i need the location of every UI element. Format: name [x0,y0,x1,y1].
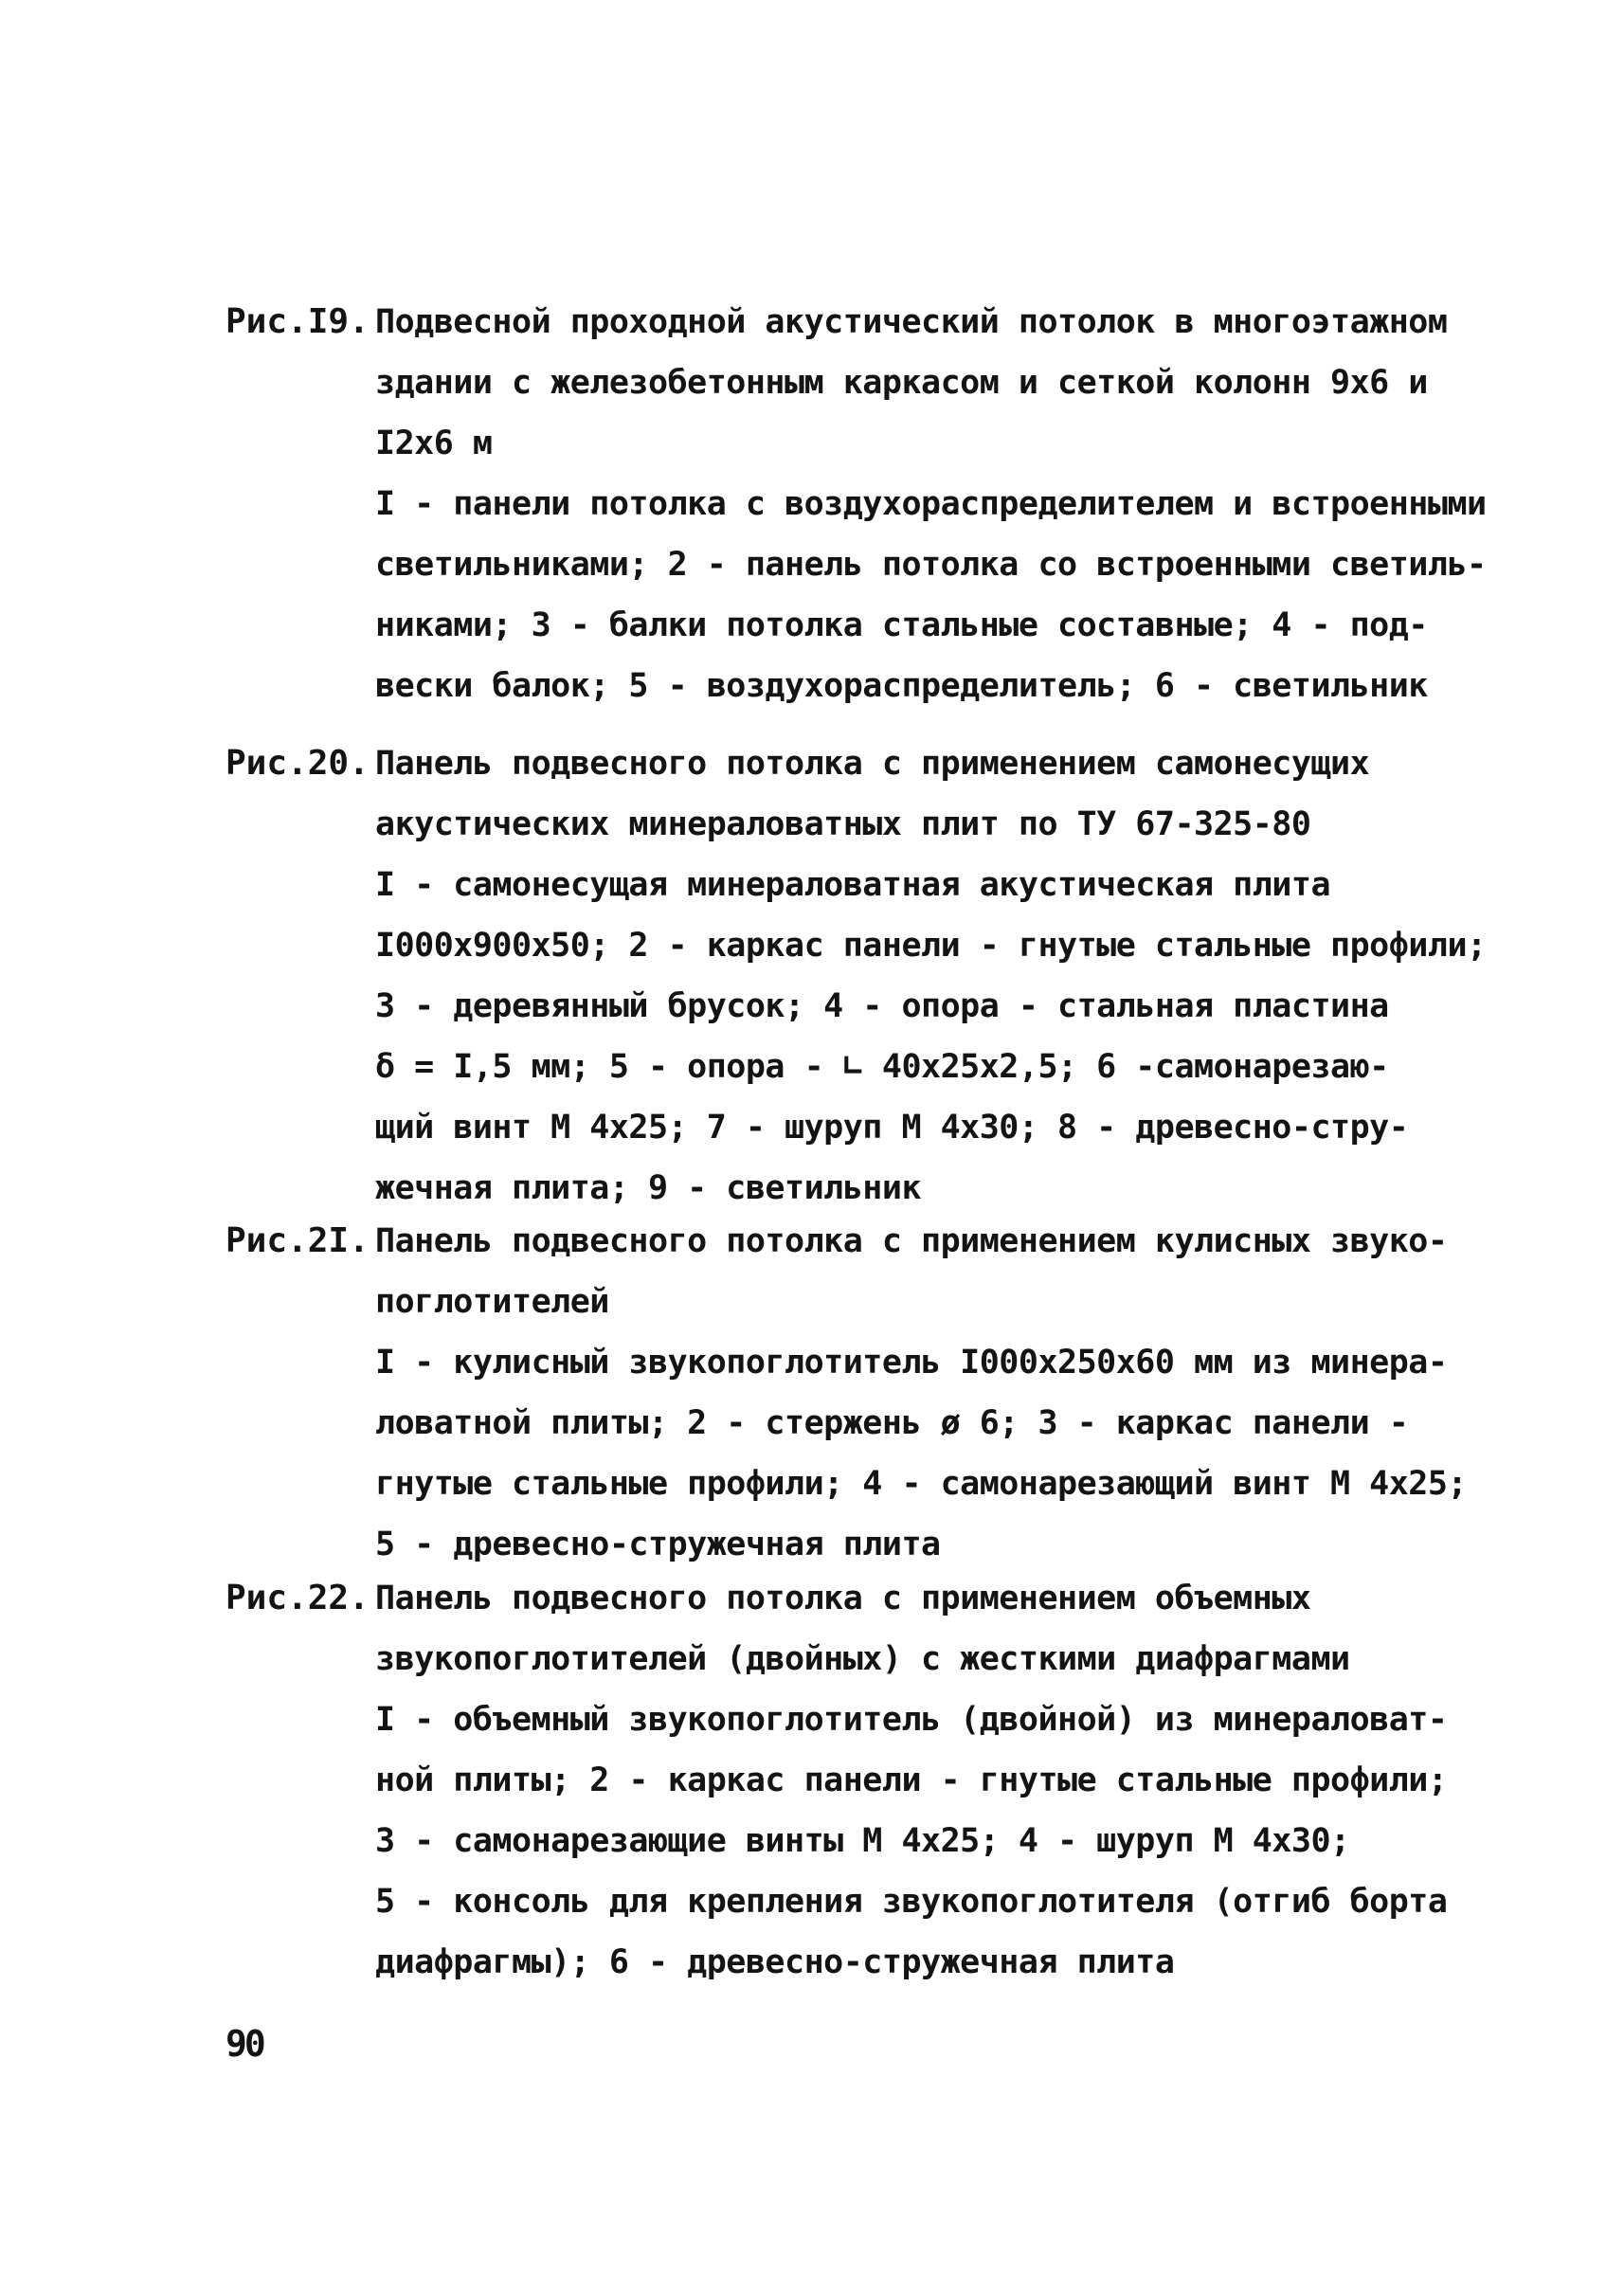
caption-line: здании с железобетонным каркасом и сеткой колонн 9х6 и [375,364,1428,402]
caption-line: 5 - древесно-стружечная плита [375,1526,941,1563]
caption-line: I - кулисный звукопоглотитель I000х250х60 мм из минера- [375,1344,1448,1382]
caption-line: звукопоглотителей (двойных) с жесткими диафрагмами [375,1640,1350,1678]
caption-line: I - панели потолка с воздухораспределителем и встроенными [375,485,1487,523]
caption-line: ловатной плиты; 2 - стержень ø 6; 3 - каркас панели - [375,1404,1409,1442]
caption-line: ной плиты; 2 - каркас панели - гнутые стальные профили; [375,1761,1448,1799]
caption-line: гнутые стальные профили; 4 - самонарезающий винт М 4х25; [375,1465,1468,1503]
figure-label: Рис.2I. [226,1221,370,1260]
caption-line: Панель подвесного потолка с применением кулисных звуко- [375,1222,1448,1260]
caption-line: I2х6 м [375,424,493,462]
caption-line: поглотителей [375,1283,609,1321]
caption-text [375,733,1487,1219]
caption-line: I - самонесущая минераловатная акустическая плита [375,866,1331,904]
caption-line: I - объемный звукопоглотитель (двойной) из минераловат- [375,1701,1448,1739]
caption-line: жечная плита; 9 - светильник [375,1169,922,1207]
caption-line: щий винт М 4х25; 7 - шуруп М 4х30; 8 - древесно-стру- [375,1109,1409,1147]
caption-line: I000х900х50; 2 - каркас панели - гнутые стальные профили; [375,927,1487,965]
caption-line: 5 - консоль для крепления звукопоглотителя (отгиб борта [375,1883,1448,1921]
caption-text [375,292,1487,716]
caption-line: никами; 3 - балки потолка стальные составные; 4 - под- [375,606,1428,644]
page-number: 90 [226,2023,263,2065]
caption-line: диафрагмы); 6 - древесно-стружечная плита [375,1943,1175,1981]
caption-line: Панель подвесного потолка с применением объемных [375,1580,1311,1617]
caption-text [375,1211,1474,1575]
figure-label: Рис.20. [226,744,370,783]
caption-line: Подвесной проходной акустический потолок в многоэтажном [375,303,1448,341]
caption-line: акустических минераловатных плит по ТУ 67-325-80 [375,805,1311,843]
caption-line: δ = I,5 мм; 5 - опора - ∟ 40х25х2,5; 6 -самонарезаю- [375,1048,1389,1086]
figure-label: Рис.I9. [226,302,370,341]
caption-text [375,1568,1474,1993]
figure-label: Рис.22. [226,1579,370,1617]
caption-line: вески балок; 5 - воздухораспределитель; 6 - светильник [375,667,1428,705]
caption-line: светильниками; 2 - панель потолка со встроенными светиль- [375,546,1487,584]
caption-line: 3 - самонарезающие винты М 4х25; 4 - шуруп М 4х30; [375,1822,1350,1860]
caption-line: Панель подвесного потолка с применением самонесущих [375,745,1370,783]
caption-line: 3 - деревянный брусок; 4 - опора - стальная пластина [375,987,1389,1025]
